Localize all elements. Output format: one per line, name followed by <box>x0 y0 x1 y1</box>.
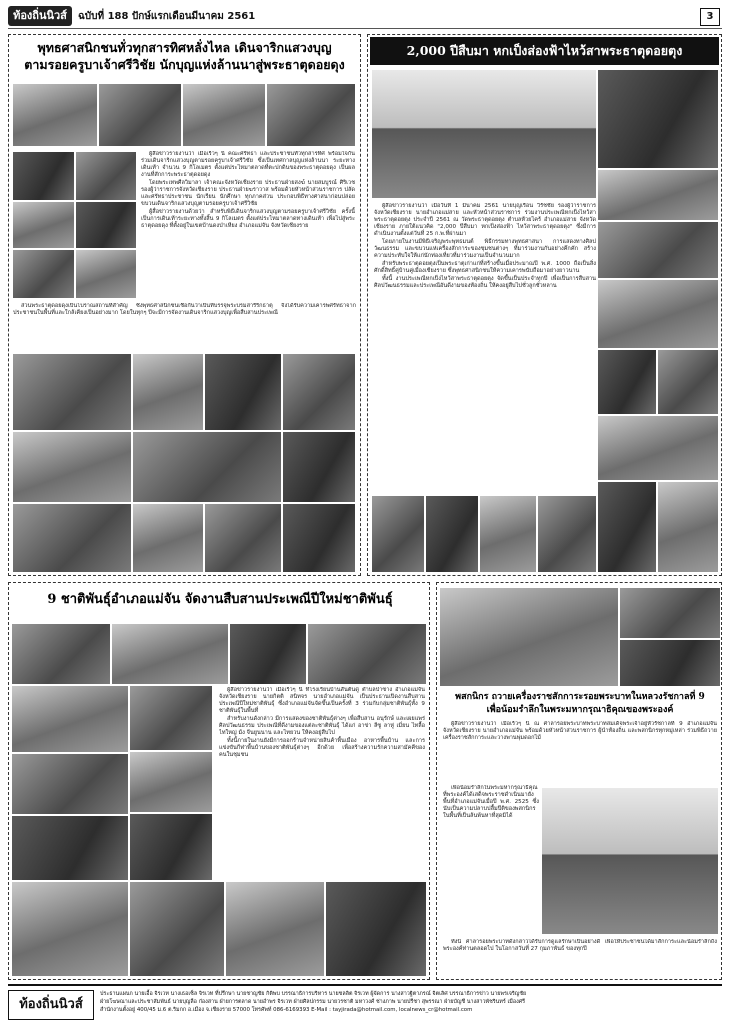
photo-ceremony <box>12 249 75 299</box>
photo-royal-ceremony <box>619 639 721 687</box>
photo-royal-portrait <box>439 587 619 687</box>
photo-ceremony <box>12 201 75 249</box>
photo-procession <box>12 83 98 147</box>
paragraph: สำหรับงานดังกล่าว มีการแสดงของชาติพันธุ์ต่างๆ เพื่อสืบสาน อนุรักษ์ และเผยแพร่ศิลปวัฒนธรรม ประเพณีที่ดีงามของแต่ละชาติพันธุ์ ได้แก่ อาข่า ลีซู ลาหู่ เมี่ยน ไทลื้อ ไทใหญ่ ม้ง จีนยูนนาน และไทยวน ให้คงอยู่สืบไป <box>219 716 425 736</box>
headline-line: พสกนิกร ถวายเครื่องราชสักการะรอยพระบาทในหลวงรัชกาลที่ 9 <box>455 692 705 702</box>
issue-line: ฉบับที่ 188 ปักษ์แรกเดือนมีนาคม 2561 <box>78 11 256 22</box>
photo-crowd <box>12 431 132 503</box>
article-royal-body <box>443 721 717 783</box>
article-doi-tung <box>367 34 722 576</box>
photo-ethnic-dress <box>11 753 129 815</box>
photo-ethnic-stage <box>129 881 225 977</box>
photo-parade <box>597 481 657 573</box>
paragraph: ผู้สื่อข่าวรายงานว่า เมื่อเร็วๆ นี้ คณะศรัทธา และประชาชนทั่วทุกสารทิศ พร้อมใจกันร่วมเดินจาริกแสวงบุญตามรอยครูบาเจ้าศรีวิชัย ซึ่งเป็นเทศกาลบุญแห่งล้านนา ระยะทางเดินเท้า จำนวน 9 กิโลเมตร ตั้งแต่ประไหมาตลาดที่ตะปกดินของพระธาตุดอยดุง เป็นผลงานที่สักการะพระธาตุดอยดุง <box>141 151 355 178</box>
photo-ethnic-dress <box>11 881 129 977</box>
photo-monk <box>75 151 137 201</box>
photo-parade <box>371 495 425 573</box>
photo-ethnic-group <box>111 623 229 685</box>
photo-crowd <box>12 353 132 431</box>
headline-line: ตามรอยครูบาเจ้าศรีวิชัย นักบุญแห่งล้านนาสู่พระธาตุดอยดุง <box>24 57 345 72</box>
photo-parade <box>537 495 597 573</box>
paragraph: ทั้งนี้ งานประเพณีหกเป็งไหว้สาพระธาตุดอยตุง จัดขึ้นเป็นประจำทุกปี เพื่อเป็นการสืบสานศิลปวัฒนธรรมและประเพณีอันดีงามของท้องถิ่น ให้คงอยู่สืบไปชั่วลูกชั่วหลาน <box>374 276 596 289</box>
photo-royal-ceremony <box>619 587 721 639</box>
paragraph: สำหรับพระธาตุดอยตุงเป็นพระธาตุเก่าแก่ที่สร้างขึ้นเมื่อประมาณปี พ.ศ. 1000 ถือเป็นสิ่งศักดิ์สิทธิ์คู่บ้านคู่เมืองเชียงราย ซึ่งพุทธศาสนิกชนให้ความเคารพนับถือมาอย่างยาวนาน <box>374 261 596 274</box>
photo-participants <box>597 221 719 279</box>
page-header <box>8 6 722 29</box>
photo-participants <box>597 279 719 349</box>
photo-ethnic-stage <box>325 881 427 977</box>
paragraph: เพื่อน้อมรำลึกในพระมหากรุณาธิคุณที่พระองค์ได้เสด็จพระราชดำเนินมายังพื้นที่อำเภอแม่จันเมื่อปี พ.ศ. 2525 ซึ่งนับเป็นความปลาบปลื้มปีติของพสกนิกรในพื้นที่เป็นล้นพ้นหาที่สุดมิได้ <box>443 785 539 819</box>
article-royal-body-side <box>443 785 539 935</box>
footer-credits <box>100 990 720 1014</box>
photo-ethnic-dress <box>129 751 213 813</box>
photo-monks-row <box>597 69 719 169</box>
paragraph: โดยพระเทพศีลวิมาลา เจ้าคณะจังหวัดเชียงราย ประธานฝ่ายสงฆ์ นายสมบูรณ์ ศิริเวช รองผู้ว่าราชการจังหวัดเชียงราย ประธานฝ่ายฆราวาส พร้อมด้วยหัวหน้าส่วนราชการ ปลัดและศรัทธาประชาชน นักเรียน นักศึกษา ทุกภาคส่วน ประกอบพิธีทางศาสนาก่อนปล่อยขบวนเดินจาริกแสวงบุญตามรอยครูบาเจ้าศรีวิชัย <box>141 180 355 207</box>
photo-participants <box>657 349 719 415</box>
photo-parade <box>657 481 719 573</box>
photo-ethnic-dress <box>11 815 129 881</box>
photo-ethnic-group <box>229 623 307 685</box>
article-pilgrimage-body-cont <box>13 303 356 347</box>
page-footer <box>8 984 722 1020</box>
article-ethnic-body <box>219 687 425 875</box>
footer-line: สำนักงานตั้งอยู่ 400/45 ม.6 ต.ริมกก อ.เมือง จ.เชียงราย 57000 โทรศัพท์ 086-6169393 E-Mail : tayjirada@hotmail.com, localnews_cr@hotmail.com <box>100 1007 473 1013</box>
article-ethnic-headline: 9 ชาติพันธุ์อำเภอแม่จัน จัดงานสืบสานประเพณีปีใหม่ชาติพันธุ์ <box>47 592 393 607</box>
photo-crowd <box>132 431 282 503</box>
article-royal-footprint <box>436 582 722 980</box>
photo-ethnic-dress <box>129 813 213 881</box>
photo-ethnic-stage <box>225 881 325 977</box>
article-royal-body-end <box>443 939 717 977</box>
paragraph: ทั้งนี้ ศาลารอยพระบาทดังกล่าวได้รับการดูแลรักษาเป็นอย่างดี เพื่อให้ประชาชนได้มาสักการะและน้อมรำลึกถึงพระองค์ท่านตลอดไป ในโอกาสวันที่ 27 กุมภาพันธ์ ของทุกปี <box>443 939 717 952</box>
paragraph: ทั้งนี้ภายในงานยังมีการออกร้านจำหน่ายสินค้าพื้นเมือง อาหารพื้นบ้าน และการแข่งขันกีฬาพื้นบ้านของชาติพันธุ์ต่างๆ อีกด้วย เพื่อสร้างความรักความสามัคคีของคนในชุมชน <box>219 738 425 758</box>
photo-crowd <box>12 503 132 573</box>
article-royal-headline <box>439 691 721 717</box>
headline-line: เพื่อน้อมรำลึกในพระมหากรุณาธิคุณของพระองค์ <box>486 705 674 715</box>
article-ethnic-new-year <box>8 582 430 980</box>
photo-participants <box>597 415 719 481</box>
photo-crowd <box>204 503 282 573</box>
photo-parade <box>425 495 479 573</box>
photo-crowd <box>282 353 356 431</box>
photo-parade <box>479 495 537 573</box>
photo-ethnic-dress <box>11 685 129 753</box>
photo-crowd <box>204 353 282 431</box>
photo-ethnic-group <box>307 623 427 685</box>
photo-procession <box>266 83 356 147</box>
footer-line: ประธานแผนก นายเอื้อ จิรเวท นางเธอเซ็ล จิรเวท ที่ปรึกษา นายชาญชัย กิติพบ บรรณาธิการบริหาร นายชลลิต จิรเวท ผู้จัดการ นางสาวฐิตาภรณ์ จิตเลิศ บรรณาธิการข่าว นายพรเจริญชัย <box>100 991 527 997</box>
paragraph: โดยภายในงานมีพิธีเจริญพระพุทธมนต์ พิธีกรรมทางพุทธศาสนา การแสดงทางศิลปวัฒนธรรม และขบวนแห่เครื่องสักการะของชุมชนต่างๆ ที่มาร่วมงานกันอย่างคึกคัก สร้างความประทับใจให้แก่นักท่องเที่ยวที่มาร่วมงานเป็นจำนวนมาก <box>374 239 596 259</box>
photo-ceremony <box>75 201 137 249</box>
footer-line: ฝ่ายโฆษณาและประชาสัมพันธ์ นายบุญลือ ก๋องสาน ฝ่ายการตลาด นายอำพร จิรเวท ฝ่ายศิลปกรรม นายวรชาติ มหาวงศ์ ช่างภาพ นายปรีชา สุพรรณา ฝ่ายบัญชี นางสาวพัชรินทร์ เมืองศรี <box>100 999 526 1005</box>
photo-pagoda <box>371 69 597 199</box>
paragraph: ผู้สื่อข่าวรายงานว่า เมื่อวันที่ 1 มีนาคม 2561 นายบุญเรือน วิรัชชัย รองผู้ว่าราชการจังหวัดเชียงราย นายอำเภอแม่สาย และหัวหน้าส่วนราชการ ร่วมงานประเพณีหกเป็งไหว้สาพระธาตุดอยตุง ประจำปี 2561 ณ วัดพระธาตุดอยตุง ตำบลห้วยไคร้ อำเภอแม่สาย จังหวัดเชียงราย ภายใต้แนวคิด "2,000 ปีสืบมา หกเป็งส่องฟ้า ไหว้สาพระธาตุดอยตุง" ซึ่งมีการดำเนินงานตั้งแต่วันที่ 25 ก.พ.ที่ผ่านมา <box>374 203 596 237</box>
photo-crowd <box>132 353 204 431</box>
page-number: 3 <box>700 8 720 26</box>
photo-pavilion <box>541 787 719 935</box>
paragraph: ผู้สื่อข่าวรายงานว่า เมื่อเร็วๆ นี้ ณ ศาลารอยพระบาทพระบาทสมเด็จพระเจ้าอยู่หัวรัชกาลที่ 9 อำเภอแม่จัน จังหวัดเชียงราย นายอำเภอแม่จัน พร้อมด้วยหัวหน้าส่วนราชการ ผู้นำท้องถิ่น และพสกนิกรทุกหมู่เหล่า ร่วมพิธีถวายเครื่องราชสักการะและวางพานพุ่มดอกไม้ <box>443 721 717 741</box>
photo-crowd <box>282 431 356 503</box>
photo-ceremony <box>75 249 137 299</box>
photo-crowd <box>282 503 356 573</box>
photo-participants <box>597 349 657 415</box>
photo-ethnic-group <box>11 623 111 685</box>
photo-ceremony <box>597 169 719 221</box>
headline-line: พุทธศาสนิกชนทั่วทุกสารทิศหลั่งไหล เดินจาริกแสวงบุญ <box>37 40 332 55</box>
article-doi-tung-headline: 2,000 ปีสืบมา หกเป็งส่องฟ้าไหว้สาพระธาตุดอยตุง <box>370 37 719 65</box>
photo-crowd <box>132 503 204 573</box>
photo-monk <box>12 151 75 201</box>
footer-logo: ท้องถิ่นนิวส์ <box>8 990 94 1020</box>
photo-procession <box>98 83 182 147</box>
masthead-logo: ท้องถิ่นนิวส์ <box>8 6 72 26</box>
paragraph: ผู้สื่อข่าวรายงานด้วยว่า สำหรับพิธีเดินจาริกแสวงบุญตามรอยครูบาเจ้าศรีวิชัย ครั้งนี้เป็นการเดินเท้าระยะทางทั้งสิ้น 9 กิโลเมตร ตั้งแต่ประไหมาตลาดทางเดินเท้า เพื่อไปสู่พระธาตุดอยดุง ที่ตั้งอยู่ในเขตบ้านดงป่าเหียง อำเภอแม่จัน จังหวัดเชียงราย <box>141 209 355 229</box>
photo-procession <box>182 83 266 147</box>
paragraph: ผู้สื่อข่าวรายงานว่า เมื่อเร็วๆ นี้ ที่โรงเรียนบ้านสันต้นดู่ ตำบลป่าซาง อำเภอแม่จัน จังหวัดเชียงราย นายกิตติ สนิทจร นายอำเภอแม่จัน เป็นประธานเปิดงานสืบสานประเพณีปีใหม่ชาติพันธุ์ ซึ่งอำเภอแม่จันจัดขึ้นเป็นครั้งที่ 3 ร่วมกับกลุ่มชาติพันธุ์ทั้ง 9 ชาติพันธุ์ในพื้นที่ <box>219 687 425 714</box>
paragraph: ส่วนพระธาตุดอยดุงเป็นโบราณสถานที่สำคัญ ซึ่งพุทธศาสนิกชนเชื่อกันว่าเป็นที่บรรจุพระบรมสารีริกธาตุ จึงได้รับความเคารพศรัทธาจากประชาชนในพื้นที่และใกล้เคียงเป็นอย่างมาก โดยในทุกๆ ปีจะมีการจัดงานเดินจาริกแสวงบุญเพื่อสืบสานประเพณี <box>13 303 356 316</box>
photo-ethnic-dress <box>129 685 213 751</box>
article-pilgrimage <box>8 34 361 576</box>
article-pilgrimage-headline <box>13 39 356 73</box>
